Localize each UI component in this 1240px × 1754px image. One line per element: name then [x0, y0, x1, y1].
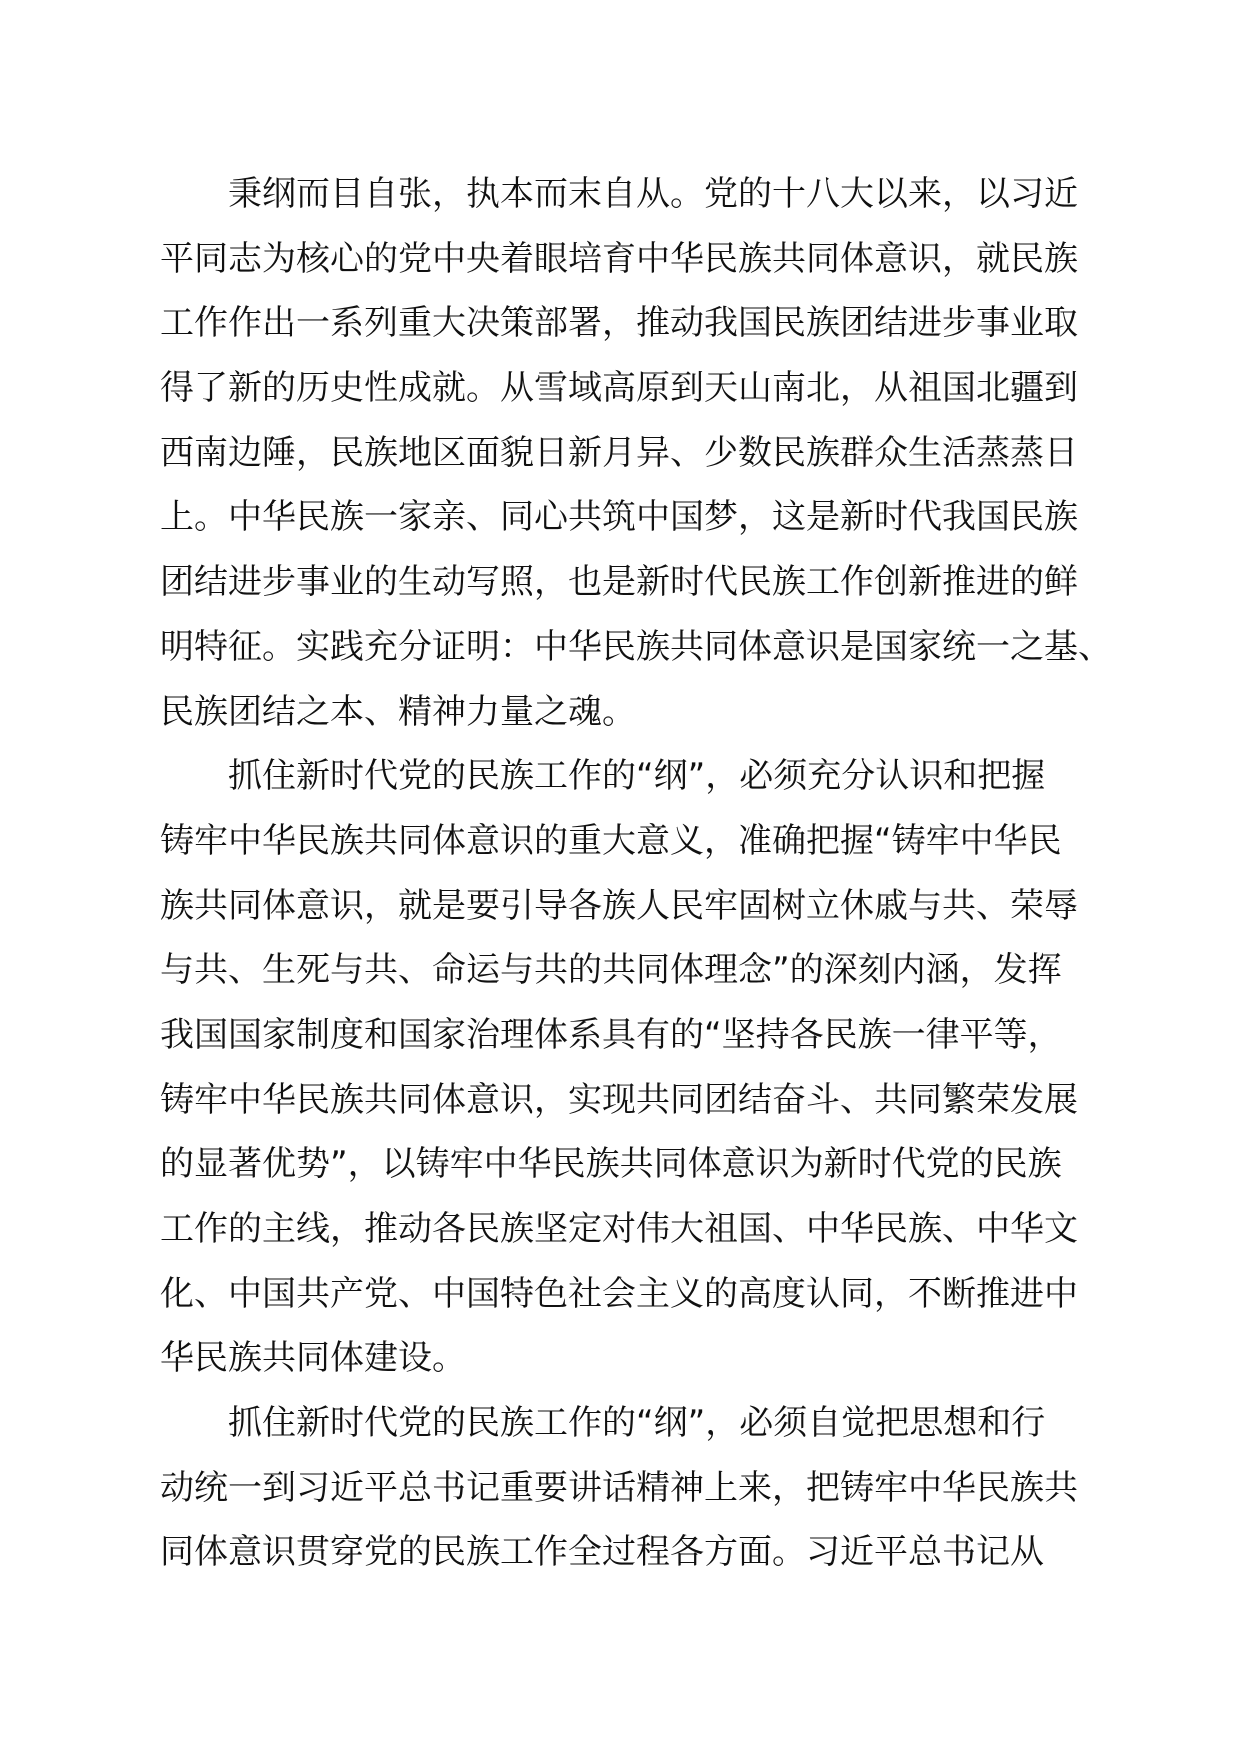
text-line: 铸牢中华民族共同体意识，实现共同团结奋斗、共同繁荣发展: [160, 1079, 1078, 1120]
text-line: 抓住新时代党的民族工作的“纲”，必须自觉把思想和行: [228, 1403, 1046, 1444]
text-line: 民族团结之本、精神力量之魂。: [160, 691, 636, 732]
text-line: 华民族共同体建设。: [160, 1338, 466, 1379]
text-line: 族共同体意识，就是要引导各族人民牢固树立休戚与共、荣辱: [160, 885, 1078, 926]
text-line: 团结进步事业的生动写照，也是新时代民族工作创新推进的鲜: [160, 562, 1078, 603]
text-line: 工作作出一系列重大决策部署，推动我国民族团结进步事业取: [160, 303, 1078, 344]
text-line: 西南边陲，民族地区面貌日新月异、少数民族群众生活蒸蒸日: [160, 432, 1078, 473]
text-line: 明特征。实践充分证明：中华民族共同体意识是国家统一之基、: [160, 626, 1112, 667]
paragraph-1: [160, 162, 1112, 744]
text-line: 上。中华民族一家亲、同心共筑中国梦，这是新时代我国民族: [160, 497, 1078, 538]
text-line: 铸牢中华民族共同体意识的重大意义，准确把握“铸牢中华民: [160, 820, 1062, 861]
text-line: 我国国家制度和国家治理体系具有的“坚持各民族一律平等，: [160, 1014, 1062, 1055]
text-line: 平同志为核心的党中央着眼培育中华民族共同体意识，就民族: [160, 238, 1078, 279]
text-line: 得了新的历史性成就。从雪域高原到天山南北，从祖国北疆到: [160, 368, 1078, 409]
text-line: 的显著优势”，以铸牢中华民族共同体意识为新时代党的民族: [160, 1144, 1062, 1185]
text-line: 秉纲而目自张，执本而末自从。党的十八大以来，以习近: [228, 174, 1078, 214]
text-line: 同体意识贯穿党的民族工作全过程各方面。习近平总书记从: [160, 1532, 1044, 1573]
paragraph-2: [160, 744, 1090, 1391]
text-line: 动统一到习近平总书记重要讲话精神上来，把铸牢中华民族共: [160, 1467, 1078, 1508]
text-line: 与共、生死与共、命运与共的共同体理念”的深刻内涵，发挥: [160, 950, 1062, 991]
paragraph-3: [160, 1391, 1090, 1585]
document-body: [160, 162, 1112, 1585]
text-line: 工作的主线，推动各民族坚定对伟大祖国、中华民族、中华文: [160, 1209, 1078, 1249]
text-line: 化、中国共产党、中国特色社会主义的高度认同，不断推进中: [160, 1273, 1078, 1314]
text-line: 抓住新时代党的民族工作的“纲”，必须充分认识和把握: [228, 756, 1046, 797]
